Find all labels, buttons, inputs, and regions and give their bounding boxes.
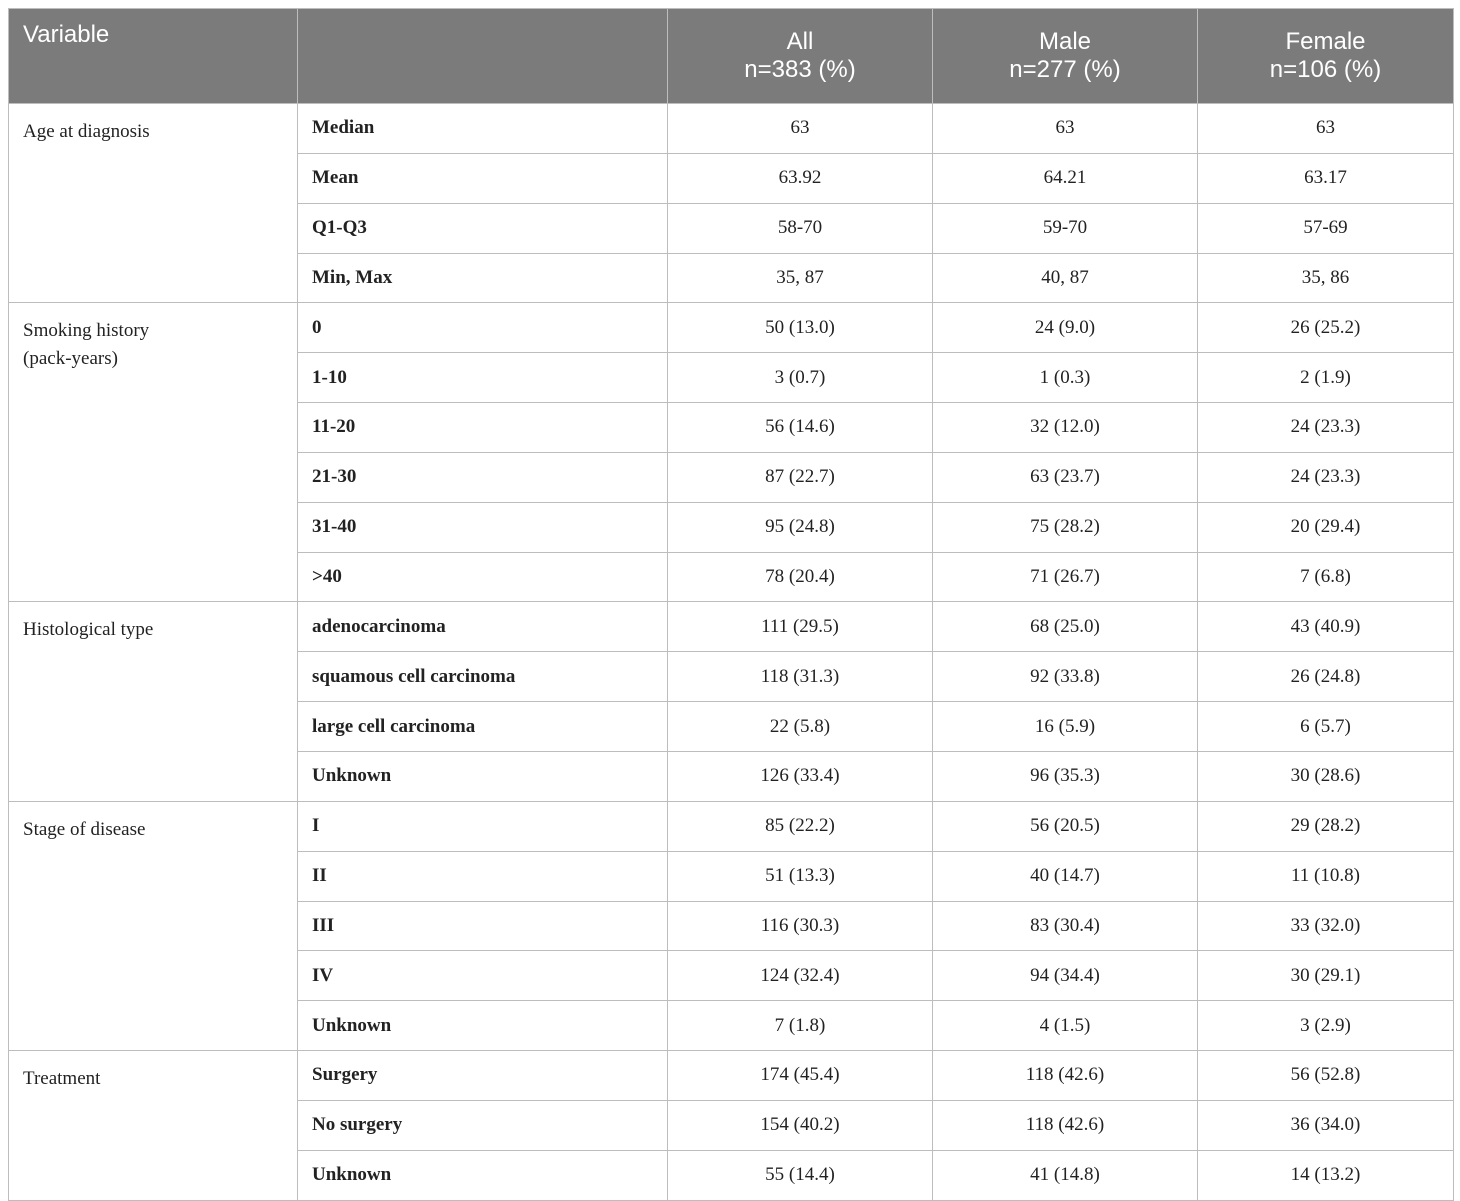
table-row — [9, 602, 1454, 652]
header-female — [1198, 9, 1454, 104]
value-female: 63 — [1198, 104, 1454, 154]
category-label: 0 — [298, 303, 668, 353]
value-female: 43 (40.9) — [1198, 602, 1454, 652]
value-female: 57-69 — [1198, 203, 1454, 253]
value-all: 63 — [668, 104, 933, 154]
value-female: 36 (34.0) — [1198, 1100, 1454, 1150]
header-female-name: Female — [1285, 28, 1366, 55]
table-row — [9, 104, 1454, 154]
value-male: 63 — [933, 104, 1198, 154]
value-male: 59-70 — [933, 203, 1198, 253]
variable-group-label — [9, 1051, 298, 1201]
value-all: 118 (31.3) — [668, 652, 933, 702]
value-male: 83 (30.4) — [933, 901, 1198, 951]
header-male — [933, 9, 1198, 104]
category-label: I — [298, 801, 668, 851]
value-male: 92 (33.8) — [933, 652, 1198, 702]
value-female: 11 (10.8) — [1198, 851, 1454, 901]
variable-label-line: Stage of disease — [23, 818, 146, 840]
value-all: 78 (20.4) — [668, 552, 933, 602]
value-female: 24 (23.3) — [1198, 452, 1454, 502]
header-blank — [298, 9, 668, 104]
category-label: 31-40 — [298, 502, 668, 552]
value-male: 56 (20.5) — [933, 801, 1198, 851]
value-all: 35, 87 — [668, 253, 933, 303]
value-female: 29 (28.2) — [1198, 801, 1454, 851]
header-male-n: n=277 (%) — [1009, 56, 1121, 83]
category-label: 1-10 — [298, 353, 668, 403]
category-label: large cell carcinoma — [298, 702, 668, 752]
header-male-name: Male — [1038, 28, 1092, 55]
value-all: 51 (13.3) — [668, 851, 933, 901]
category-label: Unknown — [298, 1001, 668, 1051]
category-label: Mean — [298, 153, 668, 203]
category-label: Surgery — [298, 1051, 668, 1101]
value-all: 154 (40.2) — [668, 1100, 933, 1150]
table-body — [9, 104, 1454, 1201]
value-all: 126 (33.4) — [668, 751, 933, 801]
value-male: 118 (42.6) — [933, 1051, 1198, 1101]
category-label: >40 — [298, 552, 668, 602]
header-variable: Variable — [9, 9, 298, 104]
value-male: 16 (5.9) — [933, 702, 1198, 752]
category-label: II — [298, 851, 668, 901]
value-male: 118 (42.6) — [933, 1100, 1198, 1150]
table-row — [9, 1051, 1454, 1101]
category-label: IV — [298, 951, 668, 1001]
patient-characteristics-table — [8, 8, 1454, 1201]
header-all — [668, 9, 933, 104]
table-row — [9, 303, 1454, 353]
table-row — [9, 801, 1454, 851]
value-all: 3 (0.7) — [668, 353, 933, 403]
variable-label-line: (pack-years) — [23, 348, 118, 370]
category-label: adenocarcinoma — [298, 602, 668, 652]
value-male: 68 (25.0) — [933, 602, 1198, 652]
value-male: 4 (1.5) — [933, 1001, 1198, 1051]
value-all: 85 (22.2) — [668, 801, 933, 851]
variable-group-label — [9, 801, 298, 1050]
value-female: 35, 86 — [1198, 253, 1454, 303]
category-label: Min, Max — [298, 253, 668, 303]
value-all: 7 (1.8) — [668, 1001, 933, 1051]
category-label: Q1-Q3 — [298, 203, 668, 253]
variable-label-line: Smoking history — [23, 320, 150, 342]
category-label: Median — [298, 104, 668, 154]
category-label: III — [298, 901, 668, 951]
value-male: 24 (9.0) — [933, 303, 1198, 353]
value-all: 56 (14.6) — [668, 403, 933, 453]
category-label: No surgery — [298, 1100, 668, 1150]
value-all: 58-70 — [668, 203, 933, 253]
header-all-n: n=383 (%) — [744, 56, 856, 83]
category-label: 21-30 — [298, 452, 668, 502]
header-row — [9, 9, 1454, 104]
value-female: 56 (52.8) — [1198, 1051, 1454, 1101]
value-female: 6 (5.7) — [1198, 702, 1454, 752]
value-all: 55 (14.4) — [668, 1150, 933, 1200]
value-female: 30 (29.1) — [1198, 951, 1454, 1001]
value-female: 7 (6.8) — [1198, 552, 1454, 602]
value-female: 30 (28.6) — [1198, 751, 1454, 801]
category-label: 11-20 — [298, 403, 668, 453]
category-label: Unknown — [298, 1150, 668, 1200]
value-all: 124 (32.4) — [668, 951, 933, 1001]
category-label: squamous cell carcinoma — [298, 652, 668, 702]
value-male: 75 (28.2) — [933, 502, 1198, 552]
value-female: 24 (23.3) — [1198, 403, 1454, 453]
value-male: 96 (35.3) — [933, 751, 1198, 801]
variable-group-label — [9, 104, 298, 303]
category-label: Unknown — [298, 751, 668, 801]
value-all: 111 (29.5) — [668, 602, 933, 652]
value-male: 40 (14.7) — [933, 851, 1198, 901]
value-all: 174 (45.4) — [668, 1051, 933, 1101]
table-header — [9, 9, 1454, 104]
value-female: 20 (29.4) — [1198, 502, 1454, 552]
value-male: 41 (14.8) — [933, 1150, 1198, 1200]
value-female: 2 (1.9) — [1198, 353, 1454, 403]
header-all-name: All — [786, 28, 814, 55]
value-all: 63.92 — [668, 153, 933, 203]
value-female: 26 (25.2) — [1198, 303, 1454, 353]
variable-label-line: Treatment — [23, 1068, 101, 1090]
value-male: 64.21 — [933, 153, 1198, 203]
value-female: 33 (32.0) — [1198, 901, 1454, 951]
value-male: 71 (26.7) — [933, 552, 1198, 602]
variable-label-line: Histological type — [23, 619, 154, 641]
value-female: 26 (24.8) — [1198, 652, 1454, 702]
value-all: 95 (24.8) — [668, 502, 933, 552]
value-female: 14 (13.2) — [1198, 1150, 1454, 1200]
value-male: 40, 87 — [933, 253, 1198, 303]
value-all: 50 (13.0) — [668, 303, 933, 353]
value-male: 32 (12.0) — [933, 403, 1198, 453]
variable-label-line: Age at diagnosis — [23, 121, 150, 142]
value-all: 87 (22.7) — [668, 452, 933, 502]
value-all: 22 (5.8) — [668, 702, 933, 752]
value-all: 116 (30.3) — [668, 901, 933, 951]
value-male: 1 (0.3) — [933, 353, 1198, 403]
value-male: 94 (34.4) — [933, 951, 1198, 1001]
header-female-n: n=106 (%) — [1269, 56, 1382, 83]
value-female: 3 (2.9) — [1198, 1001, 1454, 1051]
value-male: 63 (23.7) — [933, 452, 1198, 502]
variable-group-label — [9, 303, 298, 602]
value-female: 63.17 — [1198, 153, 1454, 203]
variable-group-label — [9, 602, 298, 801]
